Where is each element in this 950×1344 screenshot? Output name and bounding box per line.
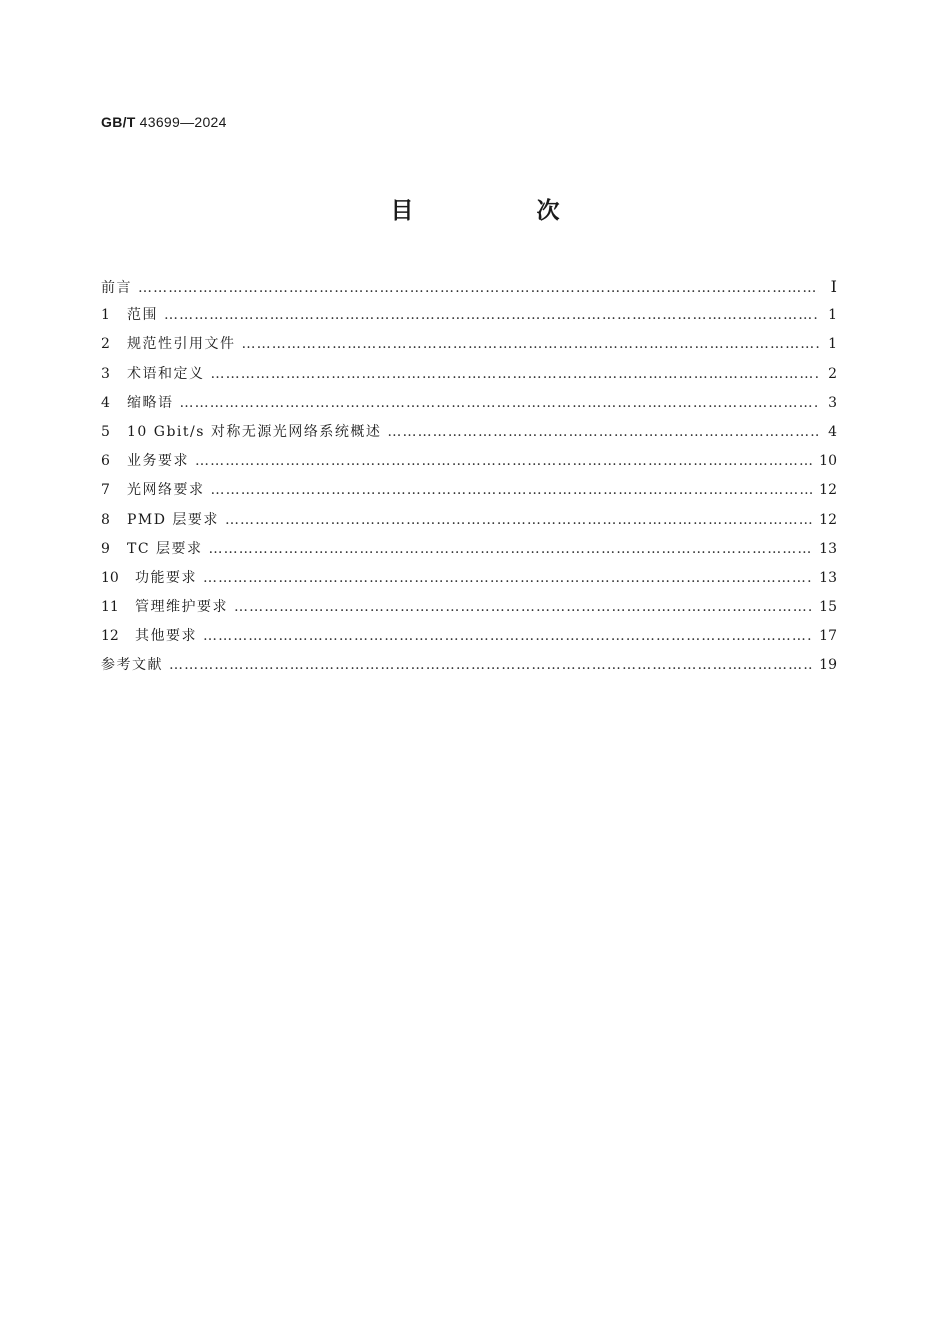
toc-entry[interactable]	[101, 389, 837, 418]
toc-entry-label: 规范性引用文件	[127, 336, 236, 353]
toc-entry-page-number: 4	[828, 423, 837, 440]
toc-entry-page-number: Ⅰ	[830, 277, 837, 296]
toc-entry-page-number: 1	[828, 336, 837, 353]
toc-entry[interactable]	[101, 301, 837, 330]
toc-entry-page-number: 13	[819, 540, 837, 557]
toc-entry-page-number: 10	[819, 453, 837, 470]
toc-entry-number: 10	[101, 569, 119, 586]
toc-entry-label: 10 Gbit/s 对称无源光网络系统概述	[127, 423, 382, 440]
toc-entry-number: 5	[101, 423, 110, 440]
dot-leader	[195, 447, 813, 476]
dot-leader	[242, 330, 820, 359]
toc-entry-number: 1	[101, 307, 110, 324]
toc-entry-label: TC 层要求	[127, 540, 203, 557]
standard-number: 43699—2024	[139, 114, 227, 130]
toc-entry-number: 2	[101, 336, 110, 353]
toc-entry-label: 管理维护要求	[135, 599, 228, 616]
toc-entry-label: 前言	[101, 280, 132, 296]
toc-entry[interactable]	[101, 651, 837, 680]
toc-entry[interactable]	[101, 360, 837, 389]
toc-entry[interactable]	[101, 622, 837, 651]
toc-entry-page-number: 2	[828, 365, 837, 382]
toc-entry-label: 参考文献	[101, 657, 163, 674]
toc-entry-page-number: 17	[819, 628, 837, 645]
toc-entry[interactable]	[101, 506, 837, 535]
toc-entry-label: 范围	[127, 307, 158, 324]
dot-leader	[164, 301, 819, 330]
toc-entry[interactable]	[101, 447, 837, 476]
page-title: 目 次	[390, 198, 610, 224]
table-of-contents	[101, 272, 837, 681]
dot-leader	[225, 506, 813, 535]
dot-leader	[234, 593, 813, 622]
toc-entry-number: 12	[101, 628, 119, 645]
dot-leader	[180, 389, 820, 418]
toc-entry-label: 光网络要求	[127, 482, 205, 499]
dot-leader	[169, 651, 813, 680]
toc-entry[interactable]	[101, 272, 837, 301]
toc-entry-page-number: 1	[828, 307, 837, 324]
dot-leader	[203, 622, 813, 651]
toc-entry-label: 术语和定义	[127, 365, 205, 382]
toc-entry-number: 11	[101, 599, 119, 616]
toc-entry-number: 7	[101, 482, 110, 499]
toc-entry[interactable]	[101, 330, 837, 359]
standard-code: GB/T	[101, 114, 136, 130]
dot-leader	[211, 476, 814, 505]
toc-entry-page-number: 15	[819, 599, 837, 616]
dot-leader	[209, 535, 814, 564]
toc-entry-page-number: 12	[819, 511, 837, 528]
toc-entry-page-number: 13	[819, 569, 837, 586]
toc-entry[interactable]	[101, 564, 837, 593]
toc-entry[interactable]	[101, 418, 837, 447]
toc-entry-label: PMD 层要求	[127, 511, 219, 528]
dot-leader	[387, 418, 819, 447]
toc-entry[interactable]	[101, 593, 837, 622]
toc-entry-page-number: 3	[828, 394, 837, 411]
toc-entry-number: 8	[101, 511, 110, 528]
dot-leader	[138, 274, 819, 303]
standard-header	[101, 114, 227, 130]
toc-entry[interactable]	[101, 535, 837, 564]
toc-entry-page-number: 12	[819, 482, 837, 499]
toc-entry-number: 9	[101, 540, 110, 557]
toc-entry-number: 3	[101, 365, 110, 382]
toc-entry-number: 4	[101, 394, 110, 411]
toc-entry-label: 业务要求	[127, 453, 189, 470]
toc-entry-label: 缩略语	[127, 394, 174, 411]
toc-entry-label: 其他要求	[135, 628, 197, 645]
dot-leader	[211, 360, 820, 389]
toc-entry-page-number: 19	[819, 657, 837, 674]
toc-entry[interactable]	[101, 476, 837, 505]
dot-leader	[203, 564, 813, 593]
toc-entry-label: 功能要求	[135, 569, 197, 586]
toc-entry-number: 6	[101, 453, 110, 470]
